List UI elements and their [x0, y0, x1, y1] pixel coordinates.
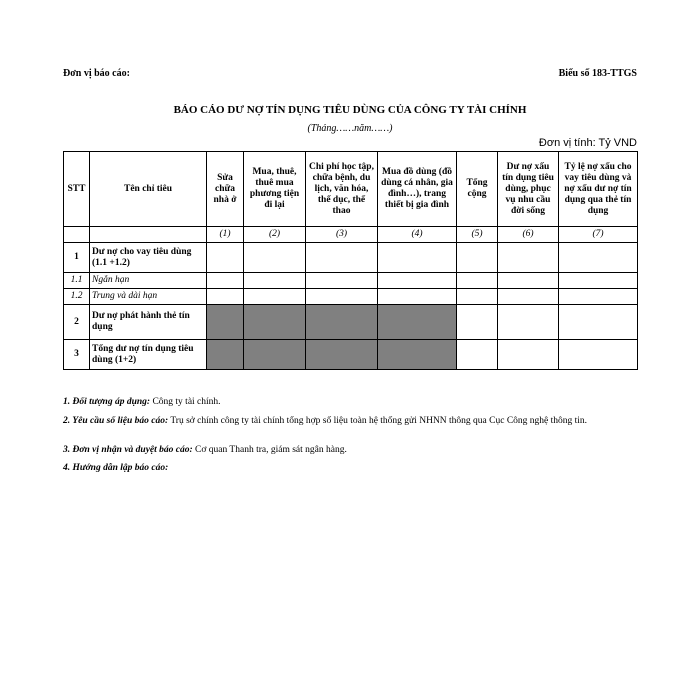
table-row — [64, 340, 638, 370]
col-number: (4) — [378, 227, 457, 243]
data-cell — [498, 243, 559, 273]
data-cell — [457, 289, 498, 305]
note-item — [63, 396, 638, 409]
row-stt: 1 — [64, 243, 90, 273]
data-cell — [559, 243, 638, 273]
data-cell — [457, 305, 498, 340]
empty-cell — [90, 227, 207, 243]
col-header-bad-debt-ratio: Tỷ lệ nợ xấu cho vay tiêu dùng và nợ xấu dư nợ tín dụng qua thẻ tín dụng — [559, 152, 638, 227]
data-cell — [559, 340, 638, 370]
row-label: Tổng dư nợ tín dụng tiêu dùng (1+2) — [90, 340, 207, 370]
shaded-cell — [378, 305, 457, 340]
row-label: Dư nợ cho vay tiêu dùng (1.1 +1.2) — [90, 243, 207, 273]
shaded-cell — [306, 340, 378, 370]
data-cell — [498, 273, 559, 289]
column-number-row — [64, 227, 638, 243]
row-stt: 1.1 — [64, 273, 90, 289]
col-number: (6) — [498, 227, 559, 243]
table-row — [64, 273, 638, 289]
form-code: Biểu số 183-TTGS — [558, 68, 637, 79]
shaded-cell — [244, 340, 306, 370]
empty-cell — [64, 227, 90, 243]
note-label: 4. Hướng dẫn lập báo cáo: — [63, 463, 169, 473]
note-item — [63, 415, 638, 428]
data-cell — [457, 340, 498, 370]
table-row — [64, 243, 638, 273]
col-header-education-health-travel: Chi phí học tập, chữa bệnh, du lịch, văn hóa, thể dục, thể thao — [306, 152, 378, 227]
shaded-cell — [378, 340, 457, 370]
col-number: (3) — [306, 227, 378, 243]
shaded-cell — [244, 305, 306, 340]
report-period: (Tháng……năm……) — [307, 123, 393, 134]
row-stt: 2 — [64, 305, 90, 340]
row-stt: 3 — [64, 340, 90, 370]
col-number: (1) — [207, 227, 244, 243]
data-cell — [498, 340, 559, 370]
row-label: Trung và dài hạn — [90, 289, 207, 305]
note-item — [63, 444, 638, 457]
data-cell — [244, 243, 306, 273]
col-header-indicator-name: Tên chỉ tiêu — [90, 152, 207, 227]
data-cell — [457, 243, 498, 273]
table-row — [64, 305, 638, 340]
note-label: 1. Đối tượng áp dụng: — [63, 397, 151, 407]
col-header-vehicles: Mua, thuê, thuê mua phương tiện đi lại — [244, 152, 306, 227]
note-item — [63, 462, 638, 475]
data-cell — [244, 289, 306, 305]
reporting-unit-label: Đơn vị báo cáo: — [63, 68, 130, 79]
row-label: Dư nợ phát hành thẻ tín dụng — [90, 305, 207, 340]
report-title: BÁO CÁO DƯ NỢ TÍN DỤNG TIÊU DÙNG CỦA CÔNG TY TÀI CHÍNH — [173, 104, 527, 116]
col-header-household-goods: Mua đồ dùng (đồ dùng cá nhân, gia đình…), trang thiết bị gia đình — [378, 152, 457, 227]
col-header-house-repair: Sửa chữa nhà ở — [207, 152, 244, 227]
data-cell — [498, 305, 559, 340]
header-row — [64, 152, 638, 227]
note-label: 3. Đơn vị nhận và duyệt báo cáo: — [63, 445, 193, 455]
row-stt: 1.2 — [64, 289, 90, 305]
currency-unit: Đơn vị tính: Tỷ VND — [538, 137, 637, 149]
data-cell — [207, 289, 244, 305]
data-cell — [378, 289, 457, 305]
table-row — [64, 289, 638, 305]
data-cell — [457, 273, 498, 289]
col-number: (2) — [244, 227, 306, 243]
col-header-bad-debt: Dư nợ xấu tín dụng tiêu dùng, phục vụ nhu cầu đời sống — [498, 152, 559, 227]
data-cell — [244, 273, 306, 289]
data-cell — [306, 289, 378, 305]
note-text: Công ty tài chính. — [150, 397, 221, 407]
shaded-cell — [207, 340, 244, 370]
shaded-cell — [306, 305, 378, 340]
note-text: Cơ quan Thanh tra, giám sát ngân hàng. — [192, 445, 347, 455]
note-label: 2. Yêu cầu số liệu báo cáo: — [63, 416, 169, 426]
note-text: Trụ sở chính công ty tài chính tổng hợp số liệu toàn hệ thống gửi NHNN thông qua Cục Công nghệ thông tin. — [168, 416, 588, 426]
data-cell — [559, 305, 638, 340]
data-cell — [207, 273, 244, 289]
data-cell — [378, 273, 457, 289]
data-cell — [306, 243, 378, 273]
data-cell — [559, 289, 638, 305]
data-cell — [207, 243, 244, 273]
col-header-stt: STT — [64, 152, 90, 227]
shaded-cell — [207, 305, 244, 340]
data-cell — [378, 243, 457, 273]
data-cell — [559, 273, 638, 289]
col-number: (7) — [559, 227, 638, 243]
report-table — [63, 151, 638, 370]
data-cell — [306, 273, 378, 289]
data-cell — [498, 289, 559, 305]
col-header-total: Tổng cộng — [457, 152, 498, 227]
row-label: Ngắn hạn — [90, 273, 207, 289]
col-number: (5) — [457, 227, 498, 243]
